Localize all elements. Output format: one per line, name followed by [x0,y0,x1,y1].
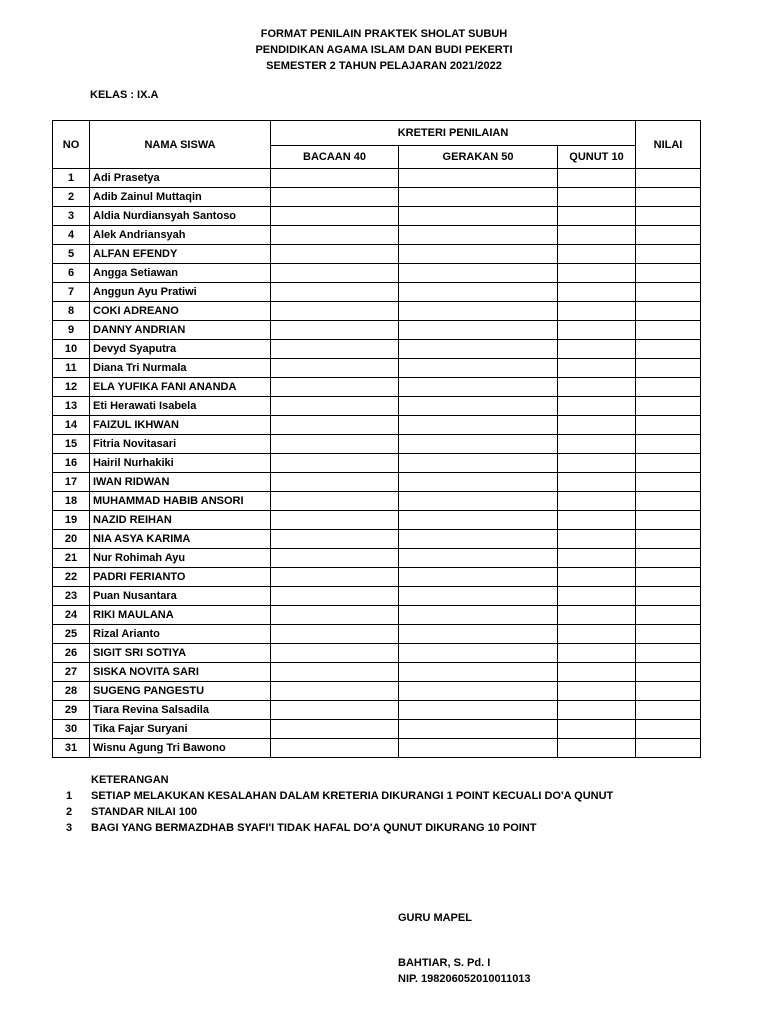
nilai-cell [636,701,701,720]
student-name: RIKI MAULANA [90,606,271,625]
qunut-score-cell [558,720,636,739]
gerakan-score-cell [399,663,558,682]
qunut-score-cell [558,264,636,283]
bacaan-score-cell [271,663,399,682]
nilai-cell [636,511,701,530]
bacaan-score-cell [271,321,399,340]
gerakan-score-cell [399,321,558,340]
row-number: 25 [53,625,90,644]
gerakan-score-cell [399,739,558,758]
gerakan-score-cell [399,245,558,264]
gerakan-score-cell [399,587,558,606]
gerakan-score-cell [399,682,558,701]
row-number: 21 [53,549,90,568]
gerakan-score-cell [399,473,558,492]
bacaan-score-cell [271,340,399,359]
gerakan-score-cell [399,720,558,739]
header-gerakan: GERAKAN 50 [399,146,558,169]
bacaan-score-cell [271,644,399,663]
student-name: SISKA NOVITA SARI [90,663,271,682]
row-number: 6 [53,264,90,283]
header-no: NO [53,121,90,169]
student-name: Hairil Nurhakiki [90,454,271,473]
qunut-score-cell [558,359,636,378]
document-subtitle: PENDIDIKAN AGAMA ISLAM DAN BUDI PEKERTI [255,44,513,56]
row-number: 24 [53,606,90,625]
row-number: 18 [53,492,90,511]
student-name: IWAN RIDWAN [90,473,271,492]
nilai-cell [636,492,701,511]
gerakan-score-cell [399,207,558,226]
nilai-cell [636,264,701,283]
qunut-score-cell [558,644,636,663]
row-number: 30 [53,720,90,739]
qunut-score-cell [558,701,636,720]
student-name: Tiara Revina Salsadila [90,701,271,720]
table-row [53,663,701,682]
table-row [53,321,701,340]
row-number: 31 [53,739,90,758]
signature-nip: NIP. 198206052010011013 [398,973,531,985]
student-name: Diana Tri Nurmala [90,359,271,378]
bacaan-score-cell [271,473,399,492]
bacaan-score-cell [271,530,399,549]
table-row [53,644,701,663]
table-row [53,435,701,454]
table-row [53,245,701,264]
qunut-score-cell [558,283,636,302]
table-row [53,359,701,378]
nilai-cell [636,473,701,492]
row-number: 14 [53,416,90,435]
row-number: 22 [53,568,90,587]
bacaan-score-cell [271,739,399,758]
gerakan-score-cell [399,378,558,397]
row-number: 27 [53,663,90,682]
row-number: 11 [53,359,90,378]
table-row [53,397,701,416]
gerakan-score-cell [399,188,558,207]
bacaan-score-cell [271,302,399,321]
nilai-cell [636,435,701,454]
bacaan-score-cell [271,169,399,188]
gerakan-score-cell [399,701,558,720]
qunut-score-cell [558,226,636,245]
qunut-score-cell [558,568,636,587]
gerakan-score-cell [399,283,558,302]
row-number: 4 [53,226,90,245]
table-row [53,454,701,473]
student-name: Adib Zainul Muttaqin [90,188,271,207]
nilai-cell [636,226,701,245]
bacaan-score-cell [271,701,399,720]
nilai-cell [636,321,701,340]
table-row [53,416,701,435]
table-row [53,340,701,359]
student-name: Nur Rohimah Ayu [90,549,271,568]
student-name: FAIZUL IKHWAN [90,416,271,435]
qunut-score-cell [558,530,636,549]
student-name: Alek Andriansyah [90,226,271,245]
table-row [53,511,701,530]
qunut-score-cell [558,492,636,511]
nilai-cell [636,207,701,226]
table-row [53,264,701,283]
table-row [53,549,701,568]
student-name: Adi Prasetya [90,169,271,188]
class-label: KELAS : IX.A [90,89,159,101]
assessment-table [52,120,701,758]
qunut-score-cell [558,321,636,340]
row-number: 5 [53,245,90,264]
row-number: 28 [53,682,90,701]
bacaan-score-cell [271,416,399,435]
table-row [53,568,701,587]
gerakan-score-cell [399,644,558,663]
student-name: Eti Herawati Isabela [90,397,271,416]
qunut-score-cell [558,625,636,644]
nilai-cell [636,188,701,207]
nilai-cell [636,359,701,378]
document-semester: SEMESTER 2 TAHUN PELAJARAN 2021/2022 [266,60,502,72]
bacaan-score-cell [271,568,399,587]
row-number: 20 [53,530,90,549]
qunut-score-cell [558,739,636,758]
bacaan-score-cell [271,625,399,644]
gerakan-score-cell [399,606,558,625]
row-number: 9 [53,321,90,340]
qunut-score-cell [558,587,636,606]
student-name: COKI ADREANO [90,302,271,321]
bacaan-score-cell [271,549,399,568]
bacaan-score-cell [271,188,399,207]
table-row [53,378,701,397]
table-row [53,226,701,245]
bacaan-score-cell [271,245,399,264]
qunut-score-cell [558,245,636,264]
nilai-cell [636,245,701,264]
nilai-cell [636,302,701,321]
qunut-score-cell [558,663,636,682]
signature-role: GURU MAPEL [398,912,472,924]
gerakan-score-cell [399,359,558,378]
nilai-cell [636,378,701,397]
nilai-cell [636,720,701,739]
student-name: SUGENG PANGESTU [90,682,271,701]
row-number: 17 [53,473,90,492]
row-number: 26 [53,644,90,663]
bacaan-score-cell [271,207,399,226]
row-number: 3 [53,207,90,226]
nilai-cell [636,340,701,359]
qunut-score-cell [558,169,636,188]
table-row [53,530,701,549]
nilai-cell [636,397,701,416]
nilai-cell [636,530,701,549]
gerakan-score-cell [399,226,558,245]
table-row [53,492,701,511]
header-qunut: QUNUT 10 [558,146,636,169]
qunut-score-cell [558,606,636,625]
table-row [53,682,701,701]
bacaan-score-cell [271,454,399,473]
qunut-score-cell [558,435,636,454]
table-row [53,720,701,739]
nilai-cell [636,283,701,302]
qunut-score-cell [558,340,636,359]
header-nilai: NILAI [636,121,701,169]
document-title: FORMAT PENILAIN PRAKTEK SHOLAT SUBUH [260,28,508,40]
qunut-score-cell [558,397,636,416]
student-name: Wisnu Agung Tri Bawono [90,739,271,758]
row-number: 1 [53,169,90,188]
gerakan-score-cell [399,302,558,321]
student-name: ALFAN EFENDY [90,245,271,264]
gerakan-score-cell [399,435,558,454]
row-number: 19 [53,511,90,530]
nilai-cell [636,739,701,758]
header-nama-siswa: NAMA SISWA [90,121,271,169]
qunut-score-cell [558,416,636,435]
table-row [53,207,701,226]
gerakan-score-cell [399,492,558,511]
qunut-score-cell [558,188,636,207]
student-name: Angga Setiawan [90,264,271,283]
student-name: SIGIT SRI SOTIYA [90,644,271,663]
gerakan-score-cell [399,397,558,416]
table-row [53,302,701,321]
table-row [53,739,701,758]
table-row [53,701,701,720]
qunut-score-cell [558,378,636,397]
qunut-score-cell [558,682,636,701]
bacaan-score-cell [271,359,399,378]
qunut-score-cell [558,207,636,226]
bacaan-score-cell [271,283,399,302]
table-row [53,473,701,492]
nilai-cell [636,644,701,663]
student-name: Devyd Syaputra [90,340,271,359]
gerakan-score-cell [399,454,558,473]
nilai-cell [636,587,701,606]
nilai-cell [636,549,701,568]
row-number: 13 [53,397,90,416]
bacaan-score-cell [271,682,399,701]
bacaan-score-cell [271,435,399,454]
row-number: 2 [53,188,90,207]
bacaan-score-cell [271,264,399,283]
gerakan-score-cell [399,549,558,568]
row-number: 8 [53,302,90,321]
student-name: Anggun Ayu Pratiwi [90,283,271,302]
nilai-cell [636,663,701,682]
bacaan-score-cell [271,606,399,625]
qunut-score-cell [558,549,636,568]
bacaan-score-cell [271,397,399,416]
gerakan-score-cell [399,416,558,435]
bacaan-score-cell [271,378,399,397]
gerakan-score-cell [399,530,558,549]
header-kriteria: KRETERI PENILAIAN [271,121,636,146]
row-number: 12 [53,378,90,397]
table-row [53,606,701,625]
table-row [53,169,701,188]
signature-name: BAHTIAR, S. Pd. I [398,957,491,969]
student-name: Puan Nusantara [90,587,271,606]
qunut-score-cell [558,473,636,492]
gerakan-score-cell [399,568,558,587]
row-number: 29 [53,701,90,720]
student-name: PADRI FERIANTO [90,568,271,587]
row-number: 15 [53,435,90,454]
student-name: Tika Fajar Suryani [90,720,271,739]
qunut-score-cell [558,454,636,473]
student-name: Fitria Novitasari [90,435,271,454]
table-row [53,587,701,606]
nilai-cell [636,568,701,587]
student-name: Aldia Nurdiansyah Santoso [90,207,271,226]
bacaan-score-cell [271,226,399,245]
bacaan-score-cell [271,492,399,511]
student-name: DANNY ANDRIAN [90,321,271,340]
row-number: 23 [53,587,90,606]
gerakan-score-cell [399,511,558,530]
student-name: ELA YUFIKA FANI ANANDA [90,378,271,397]
gerakan-score-cell [399,340,558,359]
bacaan-score-cell [271,720,399,739]
bacaan-score-cell [271,511,399,530]
nilai-cell [636,454,701,473]
nilai-cell [636,416,701,435]
gerakan-score-cell [399,169,558,188]
nilai-cell [636,682,701,701]
qunut-score-cell [558,511,636,530]
table-row [53,283,701,302]
gerakan-score-cell [399,625,558,644]
student-name: MUHAMMAD HABIB ANSORI [90,492,271,511]
row-number: 10 [53,340,90,359]
student-name: NIA ASYA KARIMA [90,530,271,549]
header-bacaan: BACAAN 40 [271,146,399,169]
nilai-cell [636,169,701,188]
gerakan-score-cell [399,264,558,283]
qunut-score-cell [558,302,636,321]
table-row [53,625,701,644]
nilai-cell [636,606,701,625]
nilai-cell [636,625,701,644]
row-number: 16 [53,454,90,473]
bacaan-score-cell [271,587,399,606]
table-row [53,188,701,207]
student-name: NAZID REIHAN [90,511,271,530]
row-number: 7 [53,283,90,302]
student-name: Rizal Arianto [90,625,271,644]
